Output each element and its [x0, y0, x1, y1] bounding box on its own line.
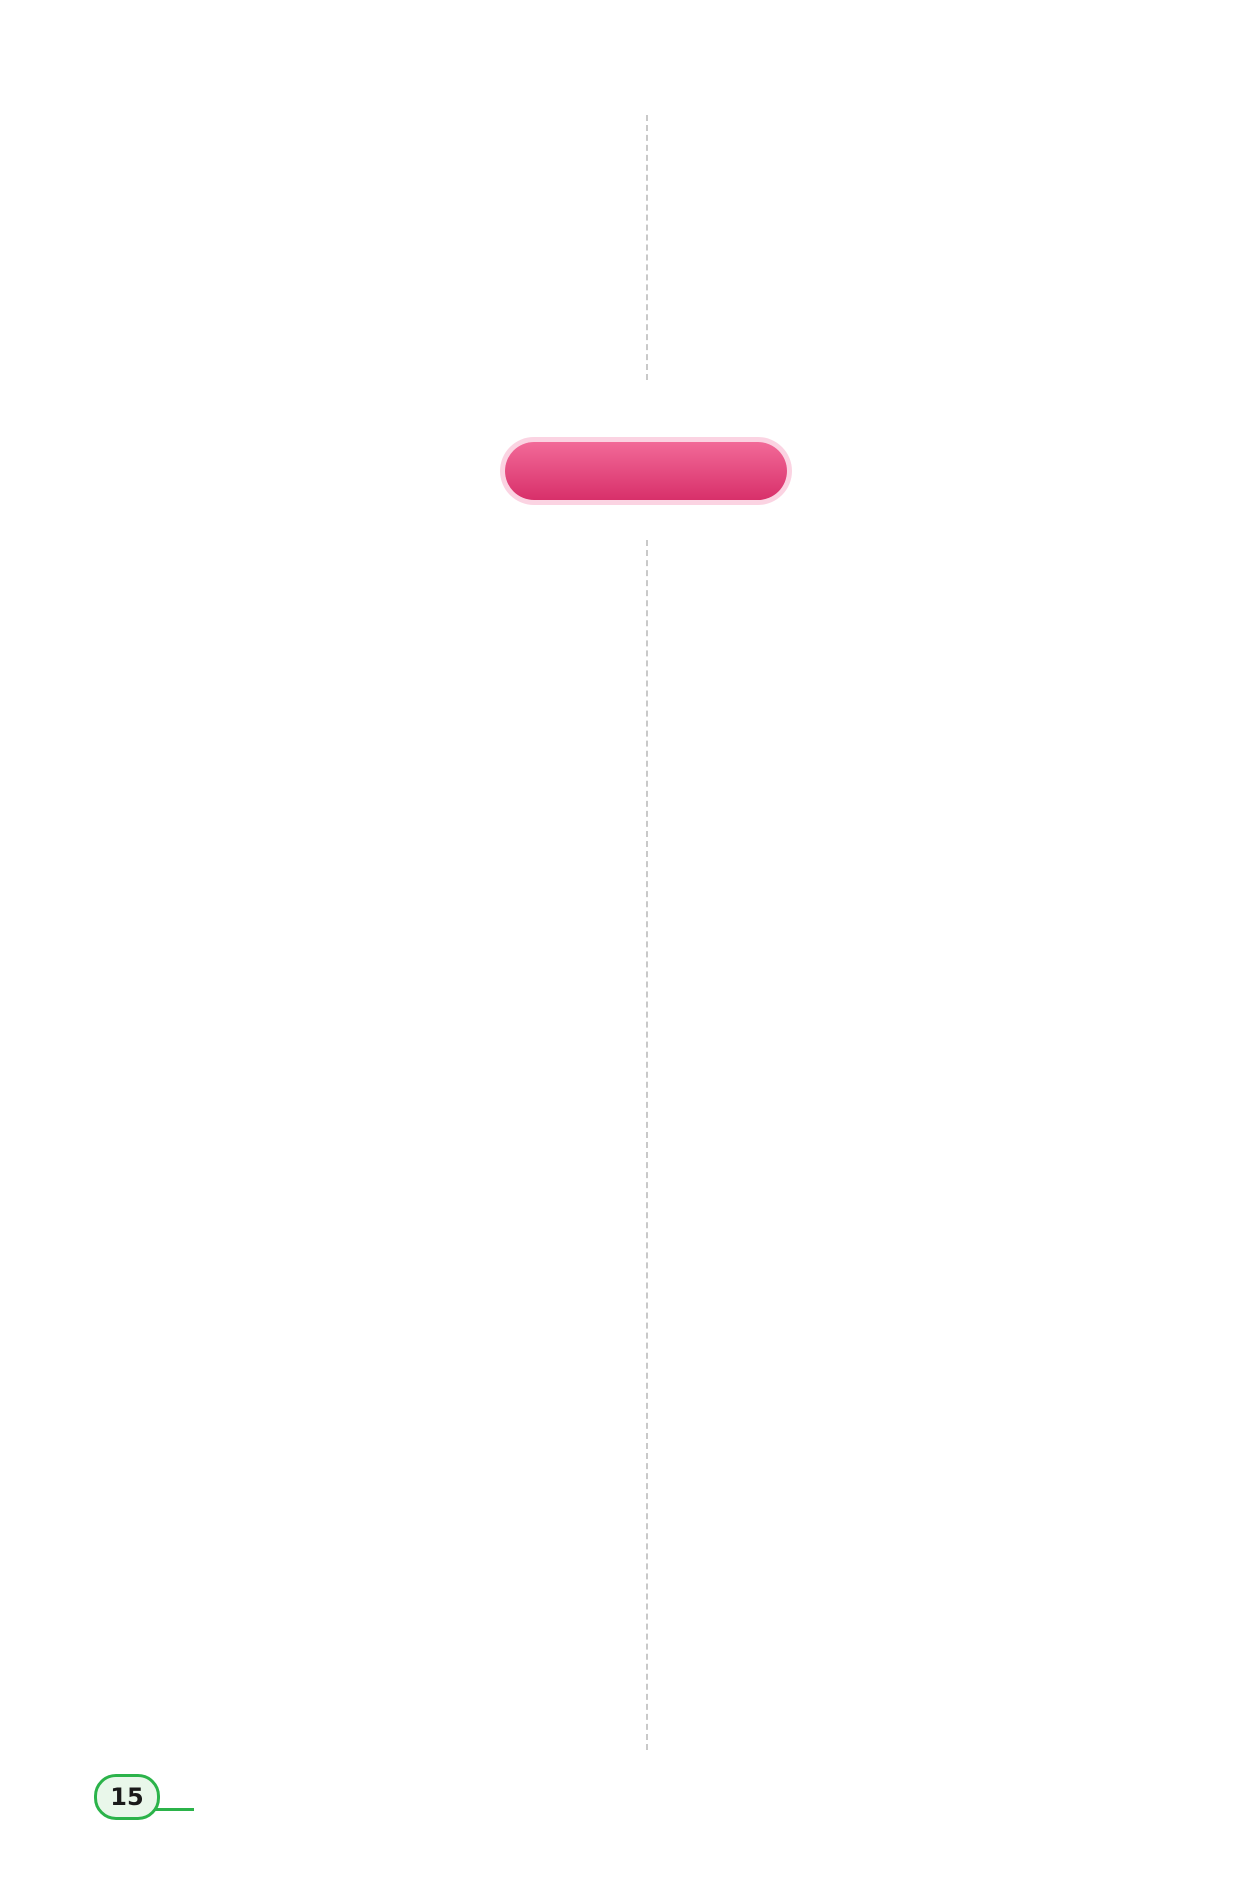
top-divider	[646, 115, 648, 380]
section-banner	[505, 442, 787, 500]
page-number: 15	[94, 1774, 160, 1820]
bottom-divider	[646, 540, 648, 1750]
page-number-underline	[154, 1808, 194, 1811]
